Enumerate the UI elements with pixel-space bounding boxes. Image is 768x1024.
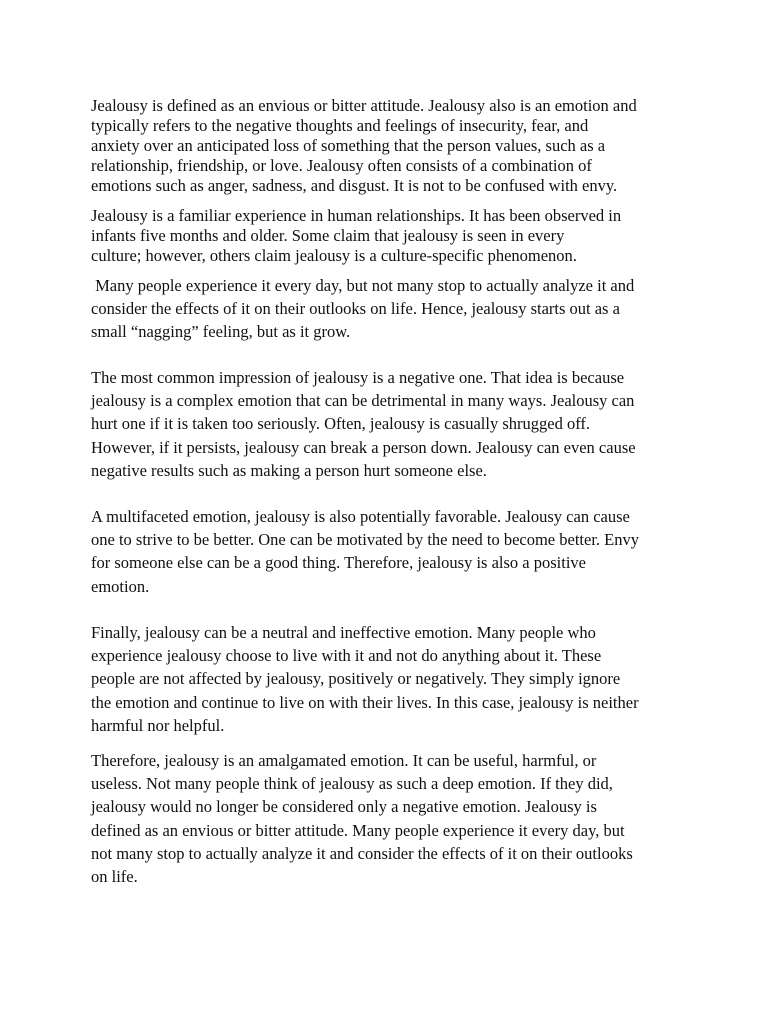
text-line: on life. xyxy=(91,867,138,887)
text-line: jealousy is a complex emotion that can be detrimental in many ways. Jealousy can xyxy=(91,391,635,411)
paragraph-neutral-emotion xyxy=(91,621,691,737)
text-line: hurt one if it is taken too seriously. Often, jealousy is casually shrugged off. xyxy=(91,414,591,434)
paragraph-everyday-experience xyxy=(91,274,691,344)
text-line: harmful nor helpful. xyxy=(91,715,225,735)
paragraph-conclusion xyxy=(91,749,691,888)
text-line: culture; however, others claim jealousy is a culture-specific phenomenon. xyxy=(91,246,577,265)
text-line: infants five months and older. Some claim that jealousy is seen in every xyxy=(91,226,565,245)
text-line: Jealousy is a familiar experience in human relationships. It has been observed in xyxy=(91,206,622,225)
text-line: small “nagging” feeling, but as it grow. xyxy=(91,322,351,342)
text-line: The most common impression of jealousy is a negative one. That idea is because xyxy=(91,368,625,387)
text-line: for someone else can be a good thing. Therefore, jealousy is also a positive xyxy=(91,553,587,573)
text-line: defined as an envious or bitter attitude. Many people experience it every day, but xyxy=(91,820,625,840)
text-line: useless. Not many people think of jealousy as such a deep emotion. If they did, xyxy=(91,774,613,794)
text-line: people are not affected by jealousy, positively or negatively. They simply ignore xyxy=(91,669,621,689)
text-line: consider the effects of it on their outlooks on life. Hence, jealousy starts out as a xyxy=(91,299,620,319)
text-line: experience jealousy choose to live with it and not do anything about it. These xyxy=(91,646,602,666)
text-line: A multifaceted emotion, jealousy is also potentially favorable. Jealousy can cause xyxy=(91,507,630,526)
text-line: anxiety over an anticipated loss of something that the person values, such as a xyxy=(91,136,606,155)
paragraph-definition xyxy=(91,96,691,196)
paragraph-familiar-experience xyxy=(91,206,691,266)
text-line: relationship, friendship, or love. Jealousy often consists of a combination of xyxy=(91,156,592,175)
text-line: typically refers to the negative thoughts and feelings of insecurity, fear, and xyxy=(91,116,589,135)
text-line: Finally, jealousy can be a neutral and ineffective emotion. Many people who xyxy=(91,623,596,642)
text-line: Many people experience it every day, but not many stop to actually analyze it and xyxy=(91,276,635,295)
text-line: Jealousy is defined as an envious or bitter attitude. Jealousy also is an emotion and xyxy=(91,96,637,115)
text-line: Therefore, jealousy is an amalgamated emotion. It can be useful, harmful, or xyxy=(91,751,597,770)
text-line: jealousy would no longer be considered only a negative emotion. Jealousy is xyxy=(91,797,597,817)
text-line: However, if it persists, jealousy can break a person down. Jealousy can even cause xyxy=(91,437,636,457)
text-line: emotions such as anger, sadness, and disgust. It is not to be confused with envy. xyxy=(91,176,618,195)
text-line: negative results such as making a person hurt someone else. xyxy=(91,460,487,480)
paragraph-negative-impression xyxy=(91,366,691,482)
paragraph-favorable-emotion xyxy=(91,505,691,598)
text-line: emotion. xyxy=(91,576,150,596)
text-line: one to strive to be better. One can be motivated by the need to become better. Envy xyxy=(91,530,639,550)
text-line: not many stop to actually analyze it and consider the effects of it on their outlooks xyxy=(91,843,633,863)
text-line: the emotion and continue to live on with their lives. In this case, jealousy is neither xyxy=(91,692,639,712)
